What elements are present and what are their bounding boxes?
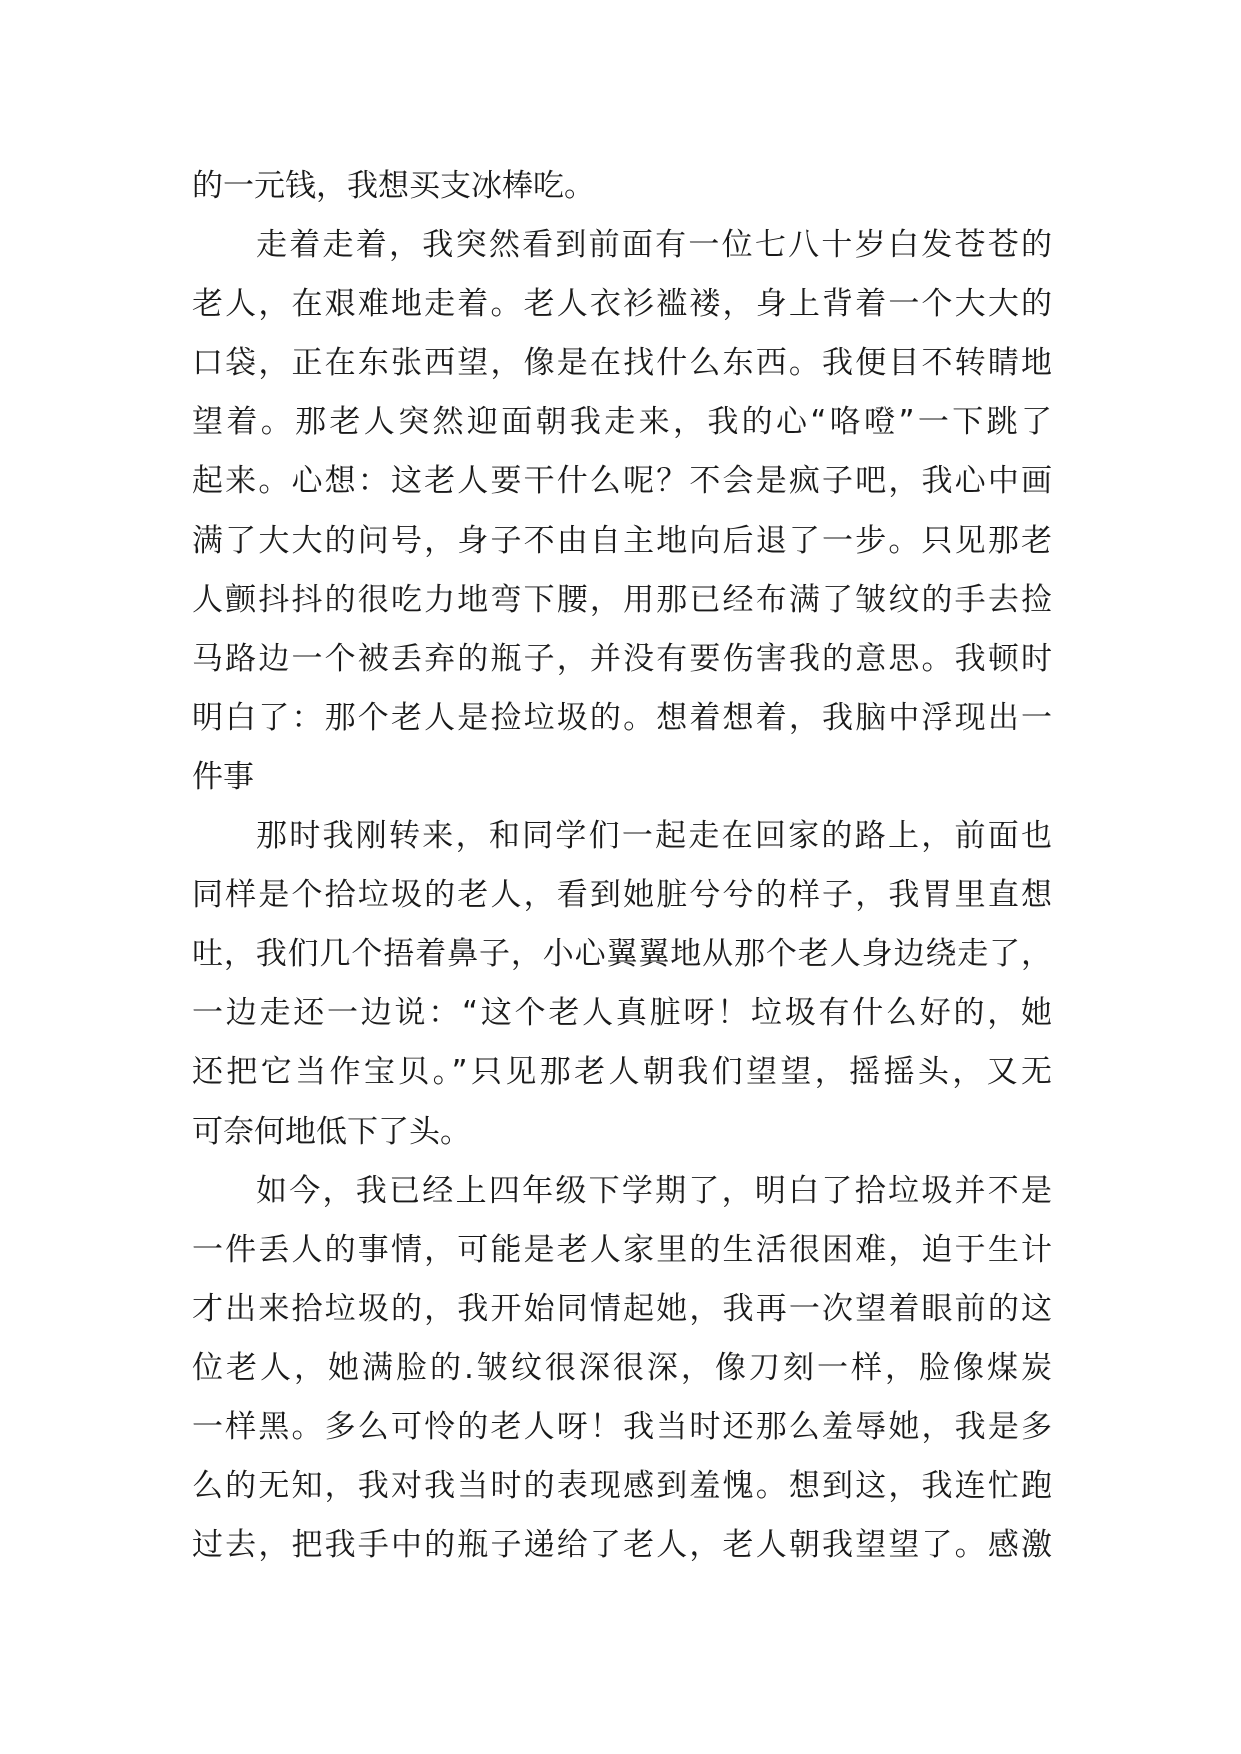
document-body-text <box>192 157 1052 1575</box>
text-line: 一边走还一边说：“这个老人真脏呀！垃圾有什么好的，她 <box>192 995 1052 1032</box>
text-line: 起来。心想：这老人要干什么呢？不会是疯子吧，我心中画 <box>192 463 1052 500</box>
text-line: 一样黑。多么可怜的老人呀！我当时还那么羞辱她，我是多 <box>192 1408 1052 1445</box>
text-line: 位老人，她满脸的.皱纹很深很深，像刀刻一样，脸像煤炭 <box>192 1349 1052 1386</box>
text-line: 的一元钱，我想买支冰棒吃。 <box>192 168 595 204</box>
text-line: 么的无知，我对我当时的表现感到羞愧。想到这，我连忙跑 <box>192 1468 1052 1505</box>
text-line: 马路边一个被丢弃的瓶子，并没有要伤害我的意思。我顿时 <box>192 640 1052 677</box>
text-line: 吐，我们几个捂着鼻子，小心翼翼地从那个老人身边绕走了， <box>192 936 1052 973</box>
text-line: 还把它当作宝贝。”只见那老人朝我们望望，摇摇头，又无 <box>192 1054 1052 1091</box>
text-line: 那时我刚转来，和同学们一起走在回家的路上，前面也 <box>256 818 1052 855</box>
text-line: 人颤抖抖的很吃力地弯下腰，用那已经布满了皱纹的手去捡 <box>192 581 1052 618</box>
text-line: 件事 <box>192 758 254 795</box>
text-line: 同样是个拾垃圾的老人，看到她脏兮兮的样子，我胃里直想 <box>192 877 1052 914</box>
text-line: 老人，在艰难地走着。老人衣衫褴褛，身上背着一个大大的 <box>192 286 1052 323</box>
text-line: 走着走着，我突然看到前面有一位七八十岁白发苍苍的 <box>256 227 1052 264</box>
text-line: 如今，我已经上四年级下学期了，明白了拾垃圾并不是 <box>256 1172 1052 1209</box>
text-line: 满了大大的问号，身子不由自主地向后退了一步。只见那老 <box>192 522 1052 559</box>
text-line: 可奈何地低下了头。 <box>192 1113 471 1150</box>
text-line: 才出来拾垃圾的，我开始同情起她，我再一次望着眼前的这 <box>192 1290 1052 1327</box>
text-line: 望着。那老人突然迎面朝我走来，我的心“咯噔”一下跳了 <box>192 404 1052 441</box>
text-line: 明白了：那个老人是捡垃圾的。想着想着，我脑中浮现出一 <box>192 699 1052 736</box>
text-line: 过去，把我手中的瓶子递给了老人，老人朝我望望了。感激 <box>192 1527 1052 1564</box>
text-line: 一件丢人的事情，可能是老人家里的生活很困难，迫于生计 <box>192 1231 1052 1268</box>
text-line: 口袋，正在东张西望，像是在找什么东西。我便目不转睛地 <box>192 345 1052 382</box>
